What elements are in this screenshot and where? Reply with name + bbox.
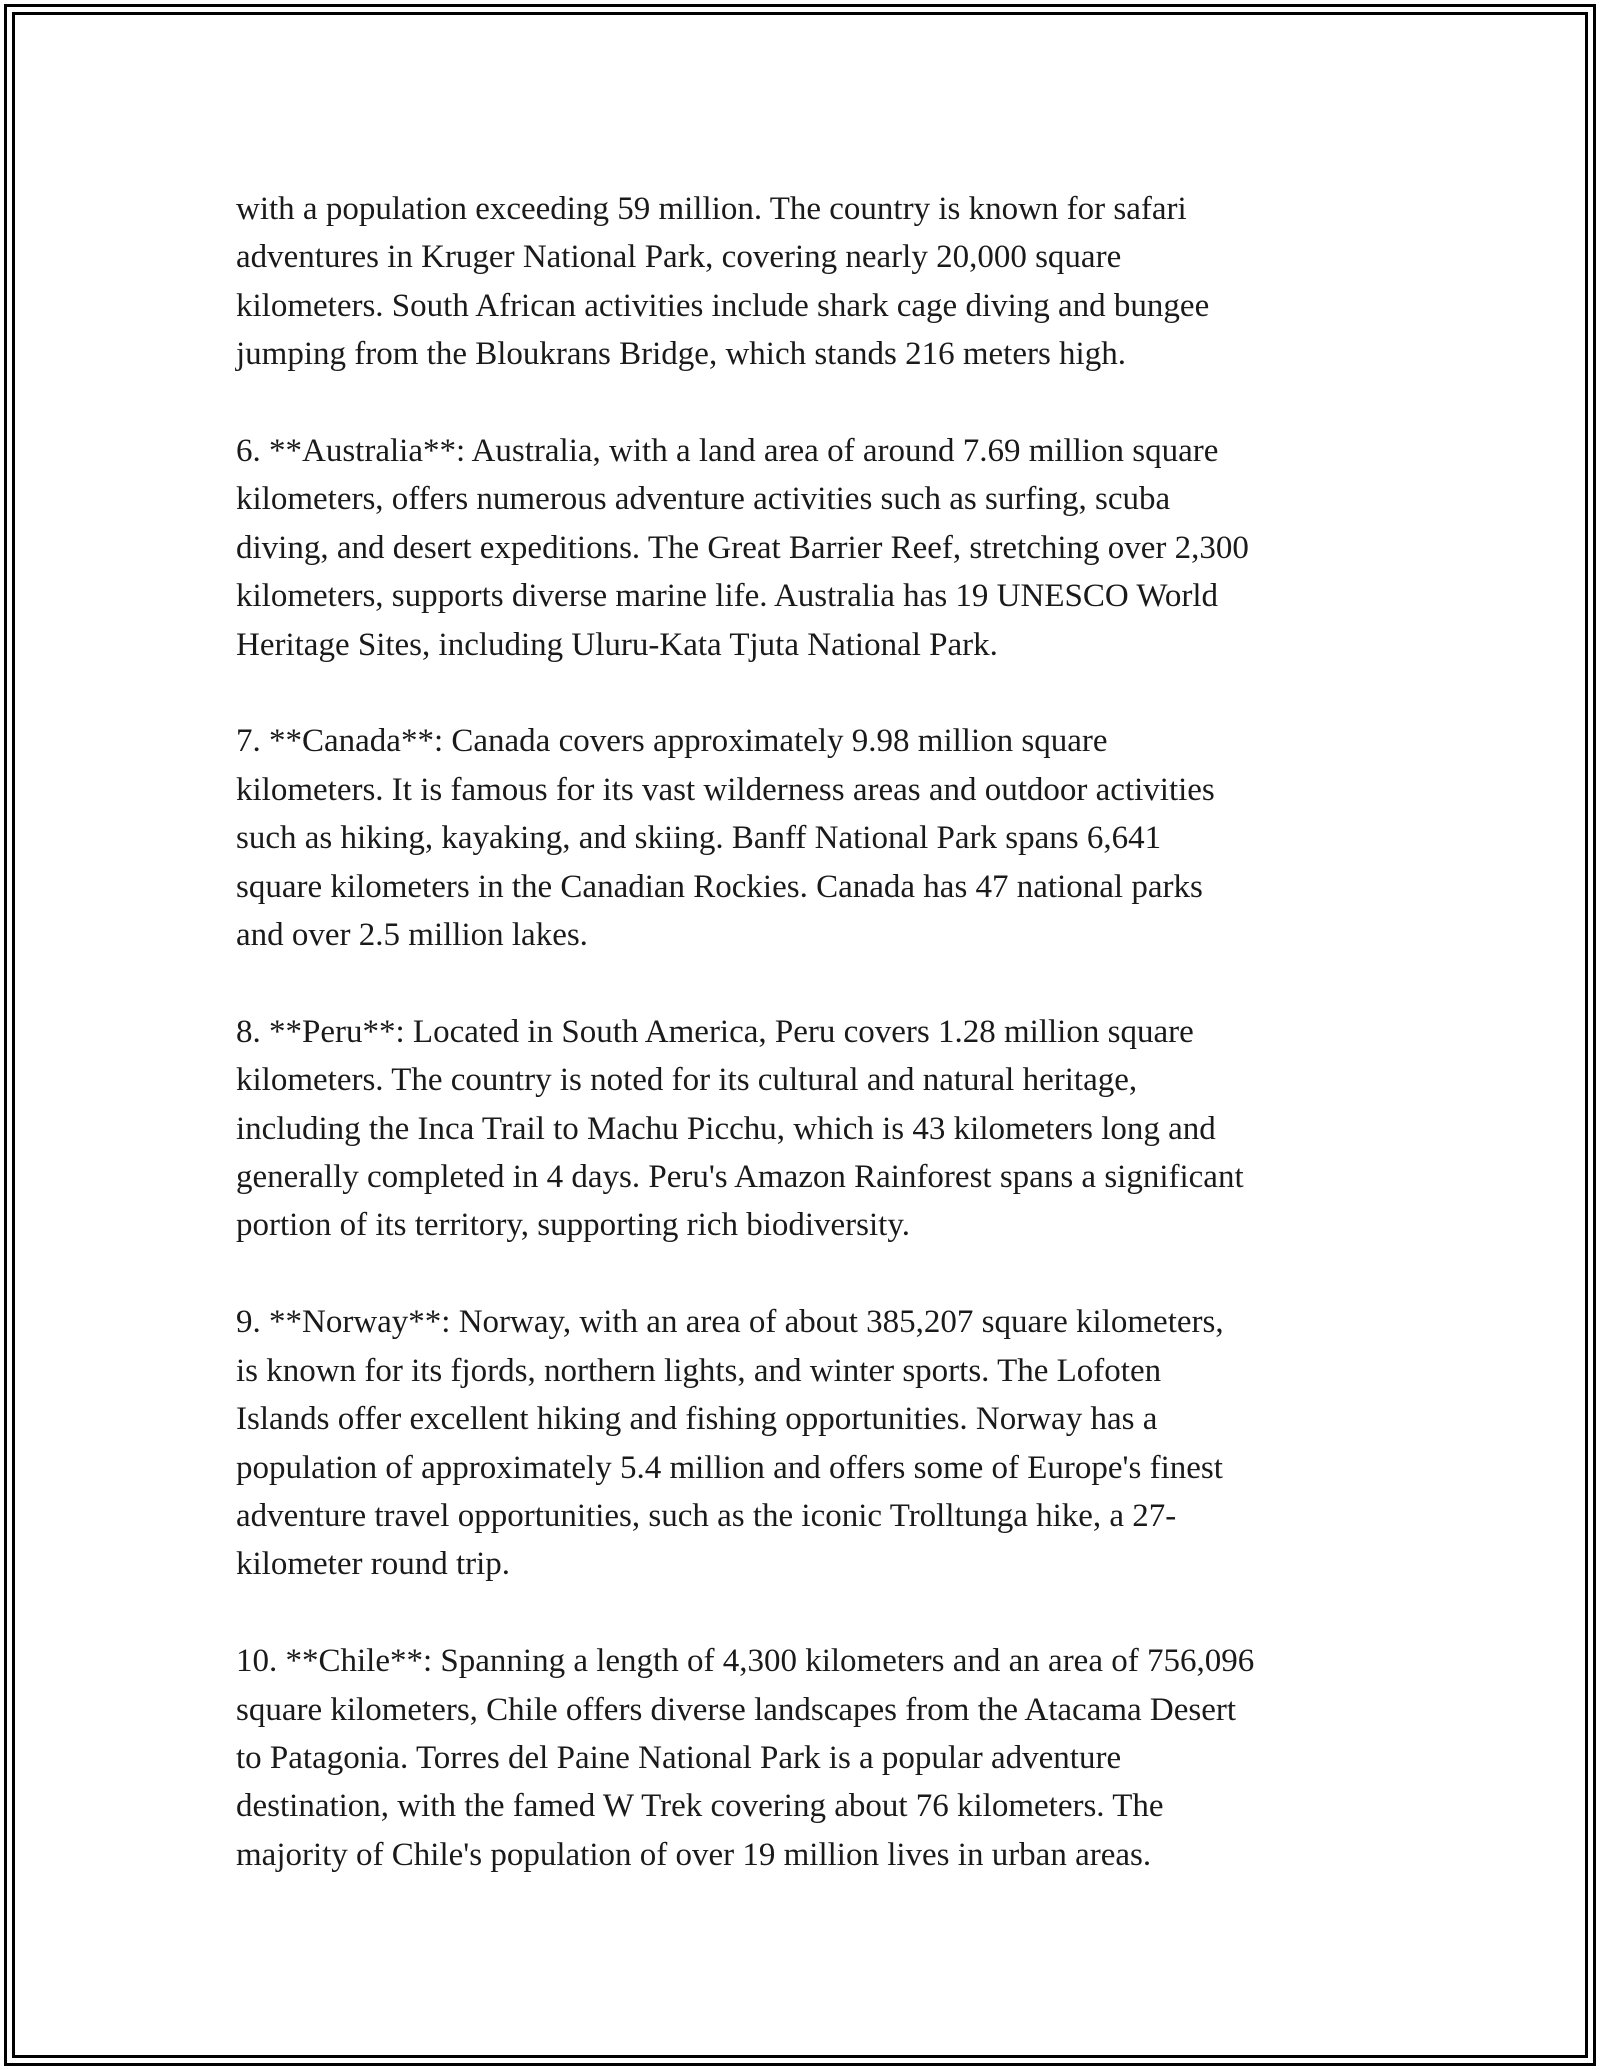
paragraph-peru: 8. **Peru**: Located in South America, Peru covers 1.28 million square kilometers. The country is noted for its cultural and natural heritage, including the Inca Trail to Machu Picchu, which is 43 kilometers long and generally completed in 4 days. Peru's Amazon Rainforest spans a significant portion of its territory, supporting rich biodiversity. xyxy=(236,1013,1244,1244)
document-body xyxy=(236,185,1376,1928)
paragraph-south-africa-continued: with a population exceeding 59 million. The country is known for safari adventures in Kruger National Park, covering nearly 20,000 square kilometers. South African activities include shark cage diving and bungee jumping from the Bloukrans Bridge, which stands 216 meters high. xyxy=(236,191,1210,373)
paragraph-australia: 6. **Australia**: Australia, with a land area of around 7.69 million square kilometers, offers numerous adventure activities such as surfing, scuba diving, and desert expeditions. The Great Barrier Reef, stretching over 2,300 kilometers, supports diverse marine life. Australia has 19 UNESCO World Heritage Sites, including Uluru-Kata Tjuta National Park. xyxy=(236,433,1249,663)
paragraph-canada: 7. **Canada**: Canada covers approximately 9.98 million square kilometers. It is famous for its vast wilderness areas and outdoor activities such as hiking, kayaking, and skiing. Banff National Park spans 6,641 square kilometers in the Canadian Rockies. Canada has 47 national parks and over 2.5 million lakes. xyxy=(236,723,1215,954)
paragraph-norway: 9. **Norway**: Norway, with an area of about 385,207 square kilometers, is known for its fjords, northern lights, and winter sports. The Lofoten Islands offer excellent hiking and fishing opportunities. Norway has a population of approximately 5.4 million and offers some of Europe's finest adventure travel opportunities, such as the iconic Trolltunga hike, a 27- kilometer round trip. xyxy=(236,1304,1224,1583)
paragraph-chile: 10. **Chile**: Spanning a length of 4,300 kilometers and an area of 756,096 square kilometers, Chile offers diverse landscapes from the Atacama Desert to Patagonia. Torres del Paine National Park is a popular adventure destination, with the famed W Trek covering about 76 kilometers. The majority of Chile's population of over 19 million lives in urban areas. xyxy=(236,1643,1255,1873)
